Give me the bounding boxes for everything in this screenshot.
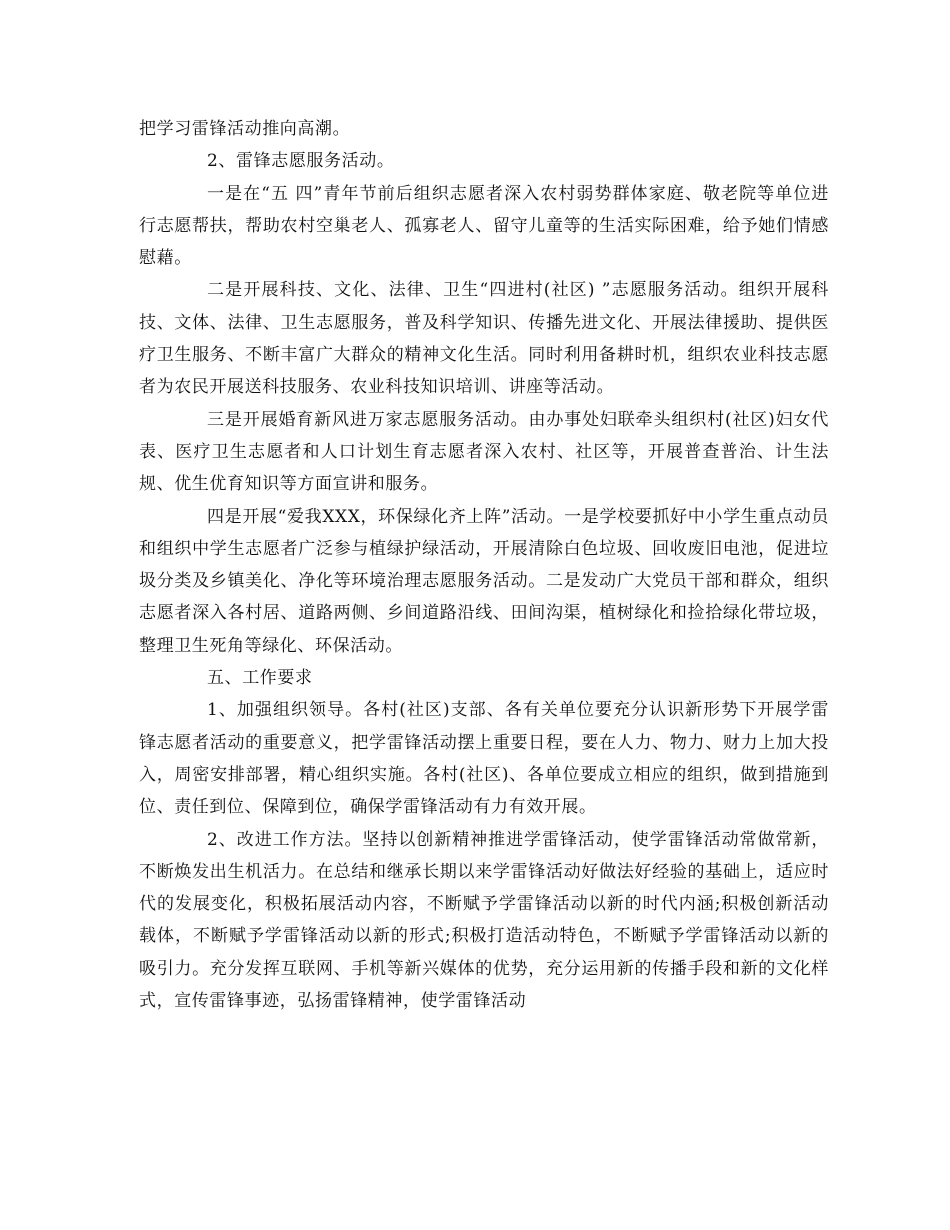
paragraph-item-four: 四是开展“爱我XXX，环保绿化齐上阵”活动。一是学校要抓好中小学生重点动员和组织中学生志愿者广泛参与植绿护绿活动，开展清除白色垃圾、回收废旧电池，促进垃圾分类及乡镇美化、净化等环境治理志愿服务活动。二是发动广大党员干部和群众，组织志愿者深入各村居、道路两侧、乡间道路沿线、田间沟渠，植树绿化和捡拾绿化带垃圾，整理卫生死角等绿化、环保活动。 <box>139 506 829 656</box>
paragraph-item-one: 一是在“五 四”青年节前后组织志愿者深入农村弱势群体家庭、敬老院等单位进行志愿帮扶，帮助农村空巢老人、孤寡老人、留守儿童等的生活实际困难，给予她们情感慰藉。 <box>139 183 829 269</box>
paragraph-item-two: 二是开展科技、文化、法律、卫生“四进村(社区) ”志愿服务活动。组织开展科技、文体、法律、卫生志愿服务，普及科学知识、传播先进文化、开展法律援助、提供医疗卫生服务、不断丰富广大群众的精神文化生活。同时利用备耕时机，组织农业科技志愿者为农民开展送科技服务、农业科技知识培训、讲座等活动。 <box>139 280 829 398</box>
paragraph-continuation: 把学习雷锋活动推向高潮。 <box>139 119 351 139</box>
paragraph-item-three: 三是开展婚育新风进万家志愿服务活动。由办事处妇联牵头组织村(社区)妇女代表、医疗卫生志愿者和人口计划生育志愿者深入农村、社区等，开展普查普治、计生法规、优生优育知识等方面宣讲和服务。 <box>139 409 829 495</box>
paragraph-requirement-one: 1、加强组织领导。各村(社区)支部、各有关单位要充分认识新形势下开展学雷锋志愿者活动的重要意义，把学雷锋活动摆上重要日程，要在人力、物力、财力上加大投入，周密安排部署，精心组织实施。各村(社区)、各单位要成立相应的组织，做到措施到位、责任到位、保障到位，确保学雷锋活动有力有效开展。 <box>139 700 829 818</box>
paragraph-heading-volunteer-service: 2、雷锋志愿服务活动。 <box>207 151 395 172</box>
section-heading-work-requirements: 五、工作要求 <box>207 668 313 689</box>
document-body <box>139 113 829 1017</box>
paragraph-requirement-two: 2、改进工作方法。坚持以创新精神推进学雷锋活动，使学雷锋活动常做常新，不断焕发出生机活力。在总结和继承长期以来学雷锋活动好做法好经验的基础上，适应时代的发展变化，积极拓展活动内容，不断赋予学雷锋活动以新的时代内涵;积极创新活动载体，不断赋予学雷锋活动以新的形式;积极打造活动特色，不断赋予学雷锋活动以新的吸引力。充分发挥互联网、手机等新兴媒体的优势，充分运用新的传播手段和新的文化样式，宣传雷锋事迹，弘扬雷锋精神，使学雷锋活动 <box>139 829 829 1012</box>
